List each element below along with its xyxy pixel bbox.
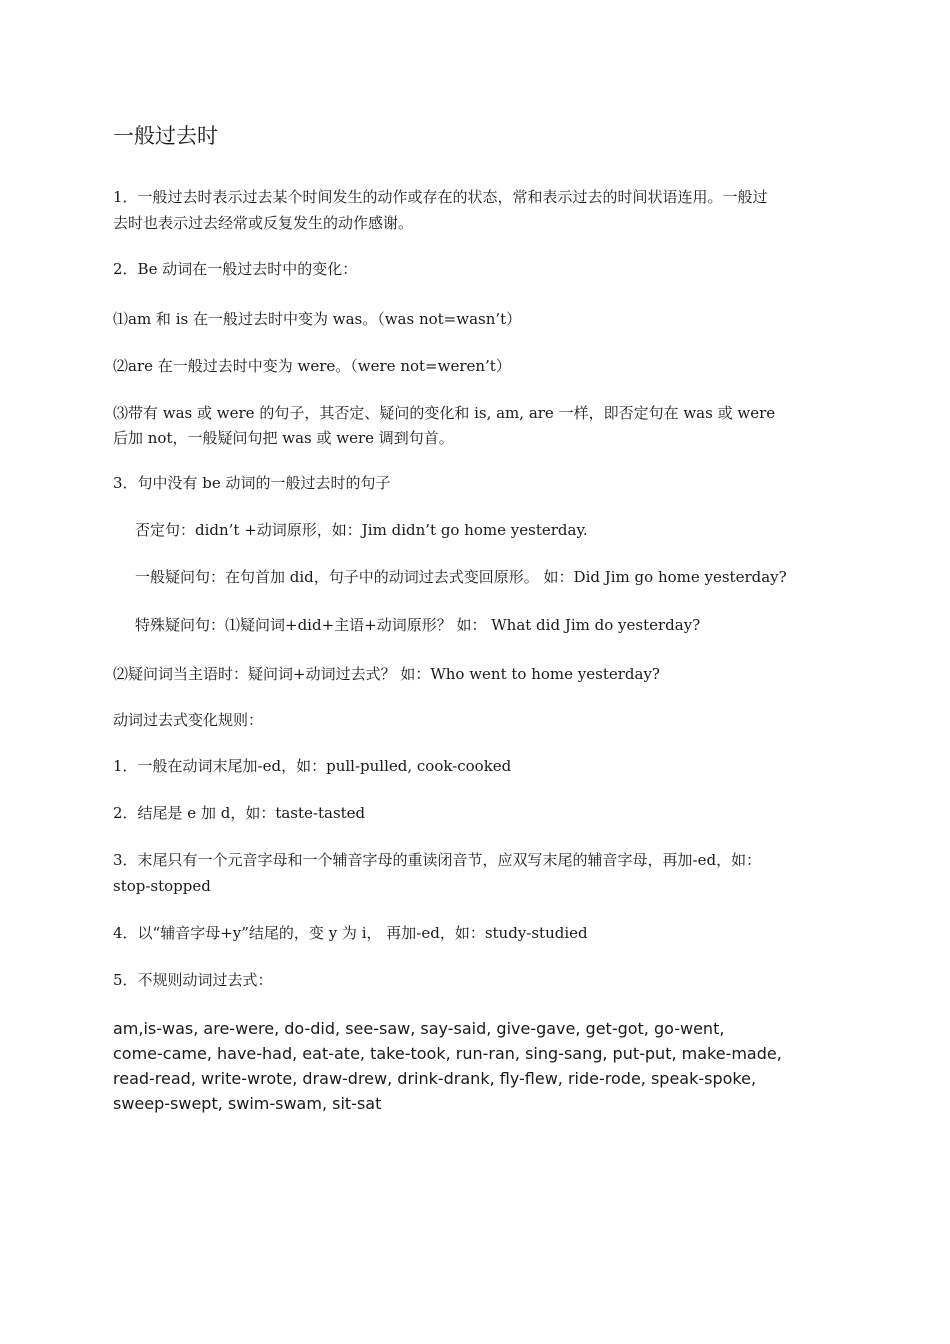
paragraph-6: 3．句中没有 be 动词的一般过去时的句子 <box>113 474 391 492</box>
paragraph-2: 2．Be 动词在一般过去时中的变化： <box>113 260 358 278</box>
paragraph-4: ⑵are 在一般过去时中变为 were。（were not=weren’t） <box>113 357 511 375</box>
paragraph-7: 否定句：didn’t +动词原形，如：Jim didn’t go home yesterday. <box>135 521 588 539</box>
rule-5: 5．不规则动词过去式： <box>113 971 273 989</box>
paragraph-10: ⑵疑问词当主语时：疑问词+动词过去式？ 如：Who went to home yesterday? <box>113 665 660 683</box>
paragraph-1-line-2: 去时也表示过去经常或反复发生的动作感谢。 <box>113 214 414 232</box>
paragraph-1-line-1: 1．一般过去时表示过去某个时间发生的动作或存在的状态，常和表示过去的时间状语连用。一般过 <box>113 188 768 206</box>
rule-3-line-1: 3．末尾只有一个元音字母和一个辅音字母的重读闭音节，应双写末尾的辅音字母，再加-ed，如： <box>113 851 762 869</box>
paragraph-9: 特殊疑问句：⑴疑问词+did+主语+动词原形？ 如： What did Jim do yesterday? <box>135 616 701 634</box>
document-title: 一般过去时 <box>113 124 218 148</box>
paragraph-5-line-1: ⑶带有 was 或 were 的句子，其否定、疑问的变化和 is, am, are 一样，即否定句在 was 或 were <box>113 404 776 422</box>
irregular-verbs-line-4: sweep-swept, swim-swam, sit-sat <box>113 1094 382 1113</box>
paragraph-11: 动词过去式变化规则： <box>113 711 264 729</box>
rule-2: 2．结尾是 e 加 d，如：taste-tasted <box>113 804 366 822</box>
paragraph-8: 一般疑问句：在句首加 did，句子中的动词过去式变回原形。 如：Did Jim go home yesterday? <box>135 568 787 586</box>
irregular-verbs-line-2: come-came, have-had, eat-ate, take-took, run-ran, sing-sang, put-put, make-made, <box>113 1044 782 1063</box>
irregular-verbs-line-1: am,is-was, are-were, do-did, see-saw, say-said, give-gave, get-got, go-went, <box>113 1019 725 1038</box>
rule-1: 1．一般在动词末尾加-ed，如：pull-pulled, cook-cooked <box>113 757 512 775</box>
rule-3-line-2: stop-stopped <box>113 877 211 895</box>
irregular-verbs-line-3: read-read, write-wrote, draw-drew, drink-drank, fly-flew, ride-rode, speak-spoke, <box>113 1069 757 1088</box>
rule-4: 4．以“辅音字母+y”结尾的，变 y 为 i， 再加-ed，如：study-studied <box>113 924 588 942</box>
paragraph-5-line-2: 后加 not，一般疑问句把 was 或 were 调到句首。 <box>113 429 454 447</box>
paragraph-3: ⑴am 和 is 在一般过去时中变为 was。（was not=wasn’t） <box>113 310 522 328</box>
